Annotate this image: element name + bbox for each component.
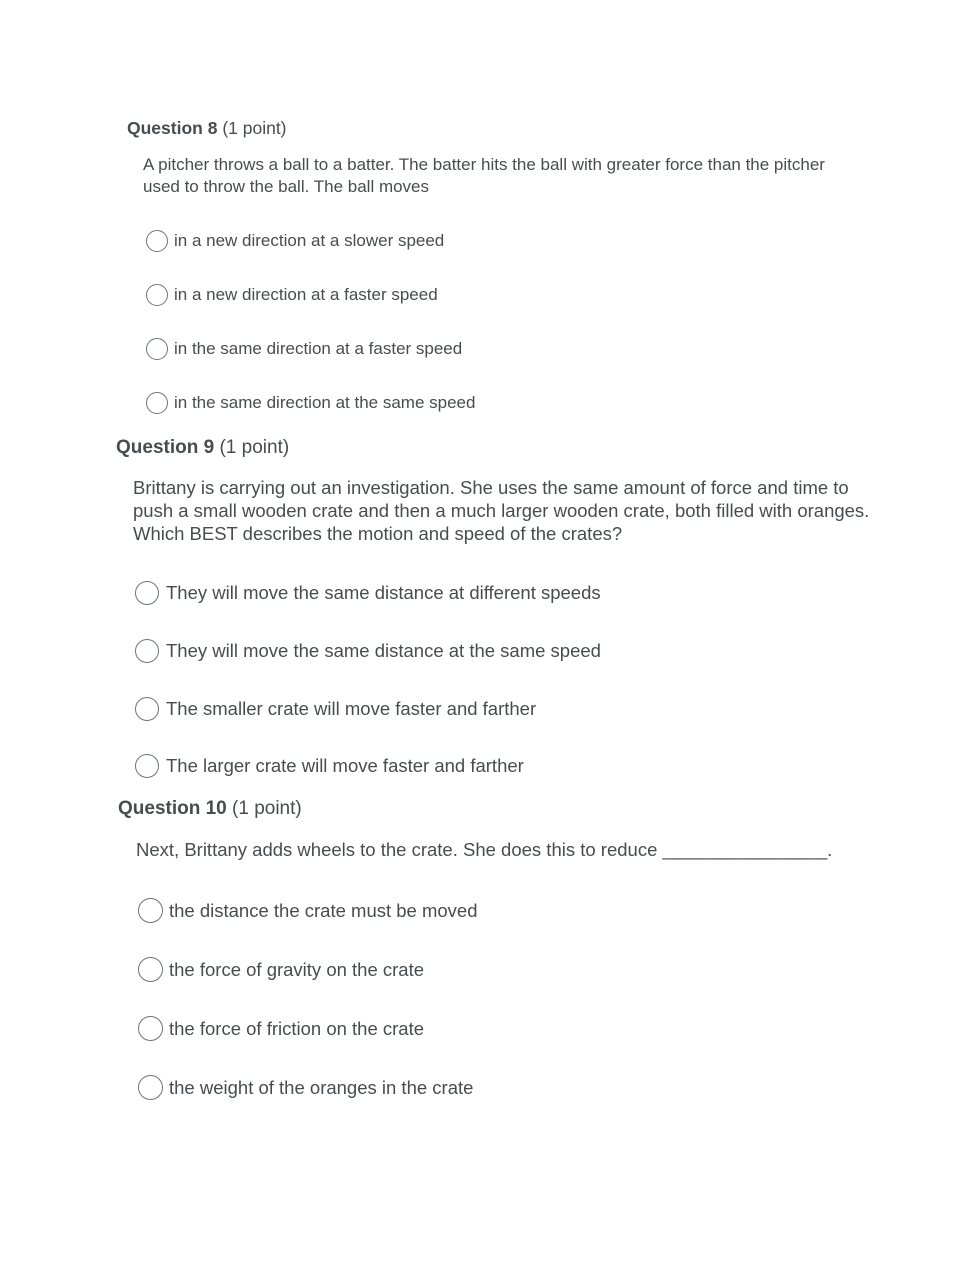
question-10 bbox=[118, 798, 898, 1098]
answer-option-label: the distance the crate must be moved bbox=[169, 899, 478, 921]
answer-option-label: The larger crate will move faster and farther bbox=[166, 755, 524, 776]
question-text: A pitcher throws a ball to a batter. The batter hits the ball with greater force than the pitcher used to throw the ball. The ball moves bbox=[143, 155, 825, 196]
answer-option[interactable] bbox=[135, 754, 524, 778]
question-text: Next, Brittany adds wheels to the crate. She does this to reduce ________________. bbox=[136, 839, 833, 860]
radio-button[interactable] bbox=[138, 1075, 163, 1100]
answer-option[interactable] bbox=[146, 284, 438, 306]
radio-button[interactable] bbox=[138, 898, 163, 923]
answer-option[interactable] bbox=[138, 957, 424, 982]
question-8 bbox=[127, 118, 887, 412]
answer-option-label: the weight of the oranges in the crate bbox=[169, 1076, 474, 1098]
answer-option[interactable] bbox=[146, 338, 462, 360]
radio-button[interactable] bbox=[135, 697, 159, 721]
answer-option-label: the force of friction on the crate bbox=[169, 1017, 425, 1039]
question-points: (1 point) bbox=[219, 437, 290, 458]
answer-option[interactable] bbox=[138, 1016, 424, 1041]
answer-option-label: in the same direction at a faster speed bbox=[174, 339, 463, 358]
answer-option-label: They will move the same distance at the same speed bbox=[166, 640, 601, 661]
radio-button[interactable] bbox=[146, 392, 168, 414]
radio-button[interactable] bbox=[146, 230, 168, 252]
question-title: Question 10 bbox=[118, 798, 227, 819]
question-points: (1 point) bbox=[222, 118, 287, 138]
radio-button[interactable] bbox=[135, 639, 159, 663]
question-header bbox=[127, 118, 887, 139]
radio-button[interactable] bbox=[135, 581, 159, 605]
question-9 bbox=[116, 437, 896, 776]
question-text: Brittany is carrying out an investigation. She uses the same amount of force and time to push a small wooden crate and then a much larger wooden crate, both filled with oranges. Which BEST describes the motion and speed of the crates? bbox=[133, 477, 870, 544]
question-title: Question 9 bbox=[116, 437, 215, 458]
answer-option-label: in a new direction at a faster speed bbox=[174, 285, 438, 304]
answer-option[interactable] bbox=[146, 392, 475, 414]
answer-option[interactable] bbox=[135, 697, 536, 721]
question-title: Question 8 bbox=[127, 118, 218, 138]
answer-option[interactable] bbox=[135, 581, 601, 605]
answer-option-label: in the same direction at the same speed bbox=[174, 393, 476, 412]
question-header bbox=[116, 437, 896, 459]
answer-option[interactable] bbox=[146, 230, 444, 252]
question-points: (1 point) bbox=[232, 798, 302, 819]
answer-option[interactable] bbox=[135, 639, 601, 663]
answer-option-label: They will move the same distance at different speeds bbox=[166, 582, 601, 603]
question-header bbox=[118, 798, 898, 820]
radio-button[interactable] bbox=[146, 338, 168, 360]
radio-button[interactable] bbox=[135, 754, 159, 778]
answer-option-label: the force of gravity on the crate bbox=[169, 958, 425, 980]
radio-button[interactable] bbox=[146, 284, 168, 306]
radio-button[interactable] bbox=[138, 1016, 163, 1041]
answer-option[interactable] bbox=[138, 898, 478, 923]
answer-option[interactable] bbox=[138, 1075, 473, 1100]
answer-option-label: in a new direction at a slower speed bbox=[174, 231, 445, 250]
radio-button[interactable] bbox=[138, 957, 163, 982]
answer-option-label: The smaller crate will move faster and farther bbox=[166, 698, 537, 719]
